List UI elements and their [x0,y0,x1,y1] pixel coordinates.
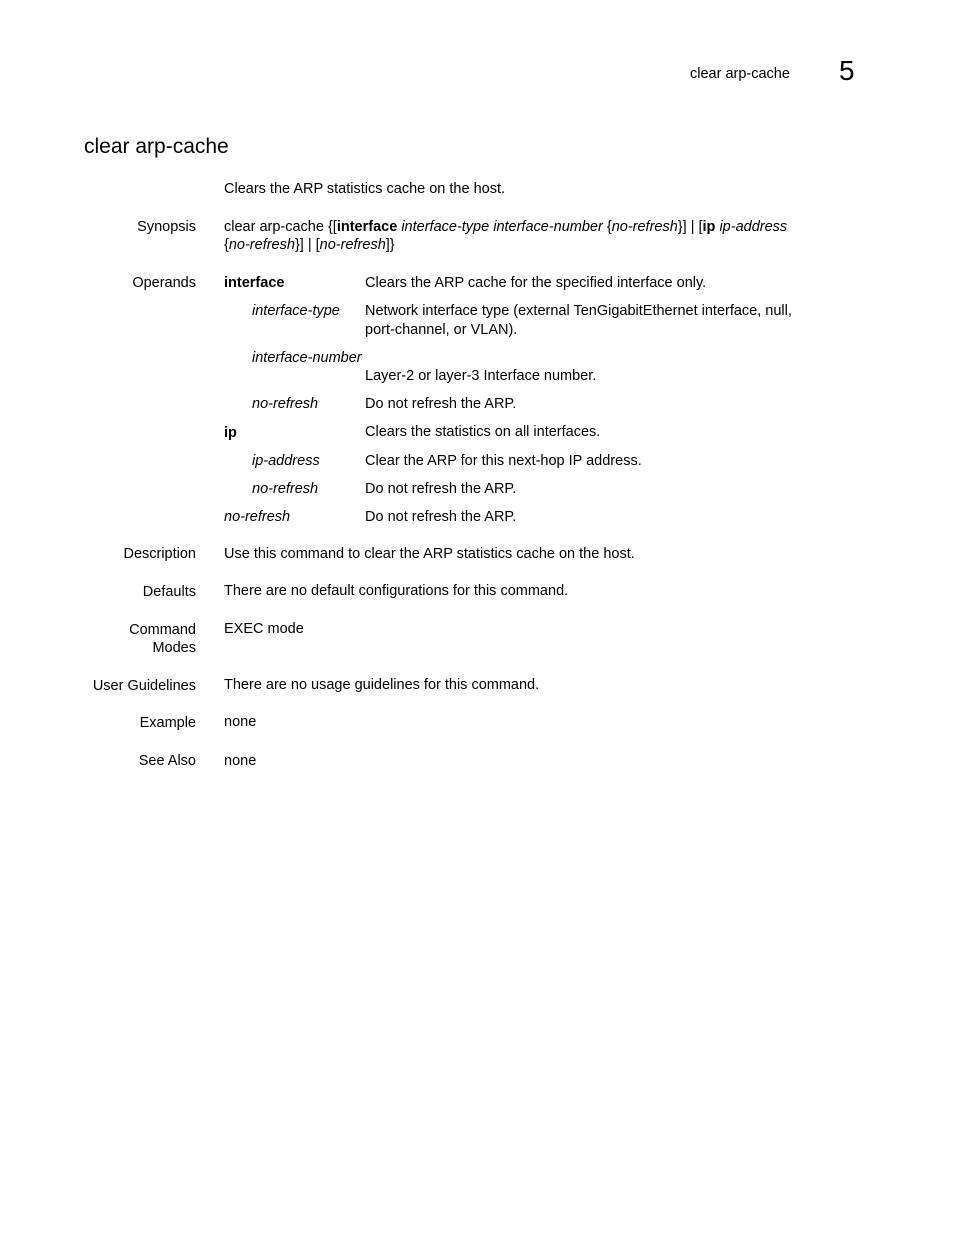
user-guidelines-text: There are no usage guidelines for this command. [224,677,540,693]
running-header-title: clear arp-cache [690,66,790,82]
operand-desc: Do not refresh the ARP. [365,396,517,412]
synopsis-arg-no-refresh: no-refresh [228,237,295,253]
command-modes-label: Modes [152,640,196,656]
command-modes-label: Command [129,622,196,638]
operand-term: ip [224,425,237,441]
operand-desc: Clears the statistics on all interfaces. [365,424,601,440]
summary-text: Clears the ARP statistics cache on the host. [224,181,506,197]
synopsis-line-2 [224,236,395,254]
page-title: clear arp-cache [84,135,229,158]
synopsis-arg-no-refresh: no-refresh [319,237,386,253]
operand-term: no-refresh [252,481,319,497]
operand-desc: port-channel, or VLAN). [365,322,518,338]
operand-term: interface [224,275,285,291]
synopsis-arg-interface-type: interface-type [401,219,490,235]
synopsis-punct: }] | [ [677,219,703,235]
operand-term: interface-type [252,303,340,319]
example-label: Example [139,715,196,731]
operand-desc: Do not refresh the ARP. [365,481,517,497]
synopsis-line-1 [224,218,787,236]
synopsis-arg-ip-address: ip-address [719,219,788,235]
synopsis-keyword-ip: ip [702,219,716,235]
defaults-text: There are no default configurations for this command. [224,583,569,599]
description-text: Use this command to clear the ARP statistics cache on the host. [224,546,635,562]
operand-desc: Network interface type (external TenGigabitEthernet interface, null, [365,303,792,319]
chapter-number: 5 [839,55,855,86]
operand-desc: Layer-2 or layer-3 Interface number. [365,368,597,384]
synopsis-punct: {[ [327,219,337,235]
synopsis-arg-no-refresh: no-refresh [611,219,678,235]
command-modes-text: EXEC mode [224,621,304,637]
see-also-link[interactable]: none [224,753,257,769]
operand-term: no-refresh [224,509,291,525]
synopsis-punct: ]} [385,237,395,253]
operand-desc: Clears the ARP cache for the specified interface only. [365,275,707,291]
operand-desc: Do not refresh the ARP. [365,509,517,525]
description-label: Description [123,546,196,562]
synopsis-keyword-interface: interface [336,219,398,235]
example-text: none [224,714,257,730]
synopsis-punct: { [606,219,612,235]
operand-term: no-refresh [252,396,319,412]
operand-term: ip-address [252,453,320,469]
synopsis-punct: }] | [ [294,237,320,253]
operand-desc: Clear the ARP for this next-hop IP address. [365,453,642,469]
synopsis-arg-interface-number: interface-number [493,219,603,235]
synopsis-punct: { [224,237,229,253]
operand-term: interface-number [252,350,362,366]
synopsis-command: clear arp-cache [224,219,324,235]
see-also-label: See Also [138,753,196,769]
user-guidelines-label: User Guidelines [92,678,196,694]
operands-label: Operands [132,275,196,291]
defaults-label: Defaults [142,584,196,600]
synopsis-label: Synopsis [137,219,196,235]
